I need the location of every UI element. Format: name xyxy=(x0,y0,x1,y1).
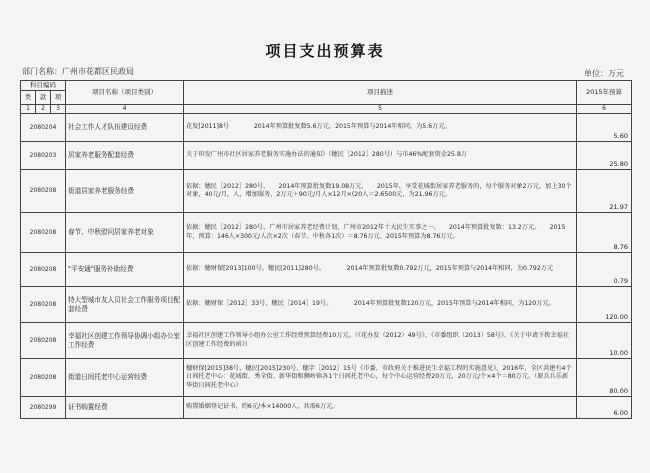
row-description: 依据：穗民［2012］280号、广州市居家养老经费计划，广州市2012年十大民生实事之一。 2014年预算批复数：13.2万元。 2015年，预算：146人×300元/人次×2次（春节、中秋各1次）＝8.76万元，2015年预算为8.76万元。 xyxy=(184,213,577,253)
row-project-name: 特大型城市友人员社会工作服务项目配套经费 xyxy=(66,287,184,323)
column-number: 1 xyxy=(21,105,36,114)
row-amount: 10.00 xyxy=(577,323,632,359)
row-amount: 0.79 xyxy=(577,253,632,287)
row-project-name: "平安通"服务补助经费 xyxy=(66,253,184,287)
subject-code-header: 科目编码 xyxy=(21,81,66,91)
row-project-name: 春节、中秋慰问居家养老对象 xyxy=(66,213,184,253)
project-name-header: 项目名称（项目类别） xyxy=(66,81,184,105)
column-number: 6 xyxy=(577,105,632,114)
column-number: 5 xyxy=(184,105,577,114)
row-description: 幸福社区创建工作领导小组办公室工作经费预算经费10万元。（《花办发（2012）49号》、《市委组织（2013）58号》、《关于申请下拨幸福社区创建工作经费的函》） xyxy=(184,323,577,359)
row-code: 2080208 xyxy=(21,213,66,253)
row-project-name: 街道居家养老服务经费 xyxy=(66,170,184,213)
row-amount: 5.60 xyxy=(577,114,632,142)
description-header: 项目描述 xyxy=(184,81,577,105)
budget-header: 2015年预算 xyxy=(577,81,632,105)
row-amount: 25.80 xyxy=(577,142,632,170)
table-row xyxy=(21,142,632,170)
row-amount: 8.76 xyxy=(577,213,632,253)
row-code: 2080208 xyxy=(21,323,66,359)
table-row xyxy=(21,253,632,287)
column-number: 4 xyxy=(66,105,184,114)
row-amount: 21.97 xyxy=(577,170,632,213)
table-row xyxy=(21,114,632,142)
table-row xyxy=(21,323,632,359)
column-number: 2 xyxy=(36,105,51,114)
row-description: 依据：穗财保［2012］33号、穗民［2014］19号。 2014年预算批复数120万元，2015年预算与2014年相同，为120万元。 xyxy=(184,287,577,323)
row-code: 2080204 xyxy=(21,114,66,142)
page-title: 项目支出预算表 xyxy=(265,42,385,60)
row-code: 2080203 xyxy=(21,142,66,170)
table-row xyxy=(21,170,632,213)
row-amount: 6.00 xyxy=(577,397,632,419)
row-code: 2080208 xyxy=(21,359,66,397)
row-code: 2080208 xyxy=(21,253,66,287)
row-description: 依据：穗民［2012］280号， 2014年预算批复数19.08万元， 2015年，享受花城街居家养老服务的，每个服务对象2万元，加上30个对象，40元/月，人，增加服务，2万元＋90元/月人×12月×(20人＝2.6500元，为21.96万元。 xyxy=(184,170,577,213)
row-code: 2080299 xyxy=(21,397,66,419)
item-header: 款 xyxy=(36,91,51,105)
row-amount: 120.00 xyxy=(577,287,632,323)
row-description: 花发[2011]8号 2014年预算批复数5.6万元，2015年预算与2014年相同，为5.6万元。 xyxy=(184,114,577,142)
row-code: 2080208 xyxy=(21,170,66,213)
row-description: 购置婚姻登记证书，约6元/本×14000人，共需6万元。 xyxy=(184,397,577,419)
unit-label: 单位：万元 xyxy=(584,69,624,78)
row-description: 关于印发广州市社区居家养老服务实施办法的通知》（穗民［2012］280号）与市46%配套资金25.8万 xyxy=(184,142,577,170)
row-description: 依据：穗财保[2013]100号、穗民[2011]280号。 2014年预算批复数0.792万元，2015年预算与2014年相同，为0.792万元 xyxy=(184,253,577,287)
table-row xyxy=(21,397,632,419)
budget-table xyxy=(20,80,632,419)
row-project-name: 社会工作人才队伍建设经费 xyxy=(66,114,184,142)
row-amount: 80.00 xyxy=(577,359,632,397)
table-row xyxy=(21,359,632,397)
sub-header: 项 xyxy=(51,91,66,105)
row-project-name: 街道日间托老中心运营经费 xyxy=(66,359,184,397)
column-number: 3 xyxy=(51,105,66,114)
row-code: 2080208 xyxy=(21,287,66,323)
row-project-name: 证书购置经费 xyxy=(66,397,184,419)
class-header: 类 xyxy=(21,91,36,105)
department-label: 部门名称：广州市花都区民政局 xyxy=(22,67,134,76)
row-project-name: 幸福社区创建工作领导协调小组办公室工作经费 xyxy=(66,323,184,359)
table-row xyxy=(21,287,632,323)
table-row xyxy=(21,213,632,253)
row-description: 穗财保[2015]38号、穗民[2015]230号、穗字［2012］15号《市委、市政府关于推进民生幸福工程的实施意见》，2016年，全区共建有4个日间托老中心：花城街、秀全街、新华街和狮岭镇各1个日间托老中心，每个中心运营经费20万元，20万元/个×4个＝80万元。（原兵兵乐新华街日间托老中心） xyxy=(184,359,577,397)
row-project-name: 居家养老服务配套经费 xyxy=(66,142,184,170)
